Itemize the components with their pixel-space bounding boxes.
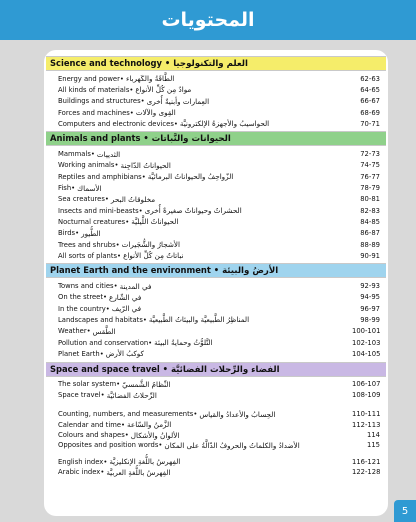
toc-entry-arabic: الأسماك xyxy=(77,183,102,193)
toc-entry-english: Forces and machines xyxy=(58,108,130,117)
toc-entry-english: Counting, numbers, and measurements xyxy=(58,410,194,419)
section-entries xyxy=(44,71,388,131)
bullet-separator: • xyxy=(86,327,91,336)
bullet-separator: • xyxy=(90,150,95,159)
toc-entry-arabic: في الرّيف xyxy=(111,304,142,314)
toc-entry-arabic: الألوانُ والأشكال xyxy=(130,430,180,440)
section-title-english: Space and space travel xyxy=(50,363,160,374)
toc-entry[interactable] xyxy=(58,430,380,440)
toc-entry-pages: 115 xyxy=(367,441,380,450)
section-header[interactable] xyxy=(46,362,386,377)
toc-entry-pages: 86-87 xyxy=(360,229,380,238)
bullet-separator: • xyxy=(100,468,105,477)
section-title-arabic: الفضاء والرِّحلات الفضائيَّة xyxy=(170,364,280,375)
toc-entry[interactable] xyxy=(58,118,380,129)
toc-entry-pages: 116-121 xyxy=(352,457,381,466)
bullet-separator: • xyxy=(103,457,108,466)
toc-entry-arabic: التَّلوُّثُ وحمايةُ البيئة xyxy=(154,338,213,348)
toc-entry-arabic: الطَّقس xyxy=(92,326,116,336)
toc-entry-arabic: الطُّيور xyxy=(81,228,101,238)
toc-entry-english: Buildings and structures xyxy=(58,97,141,106)
toc-entry-english: Sea creatures xyxy=(58,195,105,204)
toc-entry-arabic: الرِّحلاتُ الفضائيَّة xyxy=(106,390,157,400)
toc-entry-pages: 78-79 xyxy=(360,184,380,193)
bullet-separator: • xyxy=(138,206,143,215)
toc-entry-arabic: الفِهرسُ باللُّغةِ العربيَّة xyxy=(106,467,171,477)
toc-entry[interactable] xyxy=(58,326,380,337)
toc-entry[interactable] xyxy=(58,239,380,250)
bullet-separator: • xyxy=(148,338,153,347)
toc-entry[interactable] xyxy=(58,379,380,390)
toc-entry[interactable] xyxy=(58,171,380,182)
contents-card xyxy=(44,50,388,516)
bullet-separator: • xyxy=(124,431,129,440)
toc-entry-english: Working animals xyxy=(58,161,115,170)
toc-entry-pages: 82-83 xyxy=(360,206,380,215)
toc-entry[interactable] xyxy=(58,467,380,477)
section-title-left xyxy=(50,58,248,69)
section-title-english: Planet Earth and the environment xyxy=(50,265,211,276)
toc-entry[interactable] xyxy=(58,314,380,325)
toc-entry-arabic: الفِهرسُ باللُّغةِ الإنكليزيَّة xyxy=(109,457,181,467)
toc-entry-arabic: الحشراتُ وحيواناتٌ صغيرةٌ أُخرى xyxy=(144,206,242,216)
toc-entry[interactable] xyxy=(58,216,380,227)
toc-entry-pages: 88-89 xyxy=(360,240,380,249)
toc-entry-arabic: القِوى والآلات xyxy=(135,108,176,118)
toc-entry-arabic: مخلوقاتُ البحر xyxy=(110,194,156,204)
toc-entry-pages: 64-65 xyxy=(360,85,380,94)
toc-entry-pages: 106-107 xyxy=(352,380,381,389)
toc-entry-english: The solar system xyxy=(58,380,117,389)
contents-title-bar xyxy=(0,0,416,40)
toc-entry-arabic: في المدينة xyxy=(119,281,152,291)
toc-entry-arabic: الزَّمنُ والسّاعة xyxy=(127,420,172,430)
toc-entry[interactable] xyxy=(58,250,380,261)
toc-entry-pages: 68-69 xyxy=(360,108,380,117)
bullet-separator: • xyxy=(162,58,174,68)
bullet-separator: • xyxy=(129,85,134,94)
toc-entry[interactable] xyxy=(58,303,380,314)
section-title-left xyxy=(50,364,280,375)
bullet-separator: • xyxy=(193,410,198,419)
section-title-left xyxy=(50,265,278,276)
section-header[interactable] xyxy=(46,131,386,146)
toc-entry-pages: 94-95 xyxy=(360,293,380,302)
section-entries xyxy=(44,377,388,404)
toc-entry[interactable] xyxy=(58,457,380,467)
section-title-english: Science and technology xyxy=(50,58,162,68)
bullet-separator: • xyxy=(100,391,105,400)
bullet-separator: • xyxy=(116,380,121,389)
toc-entry-english: Towns and cities xyxy=(58,282,114,291)
toc-entry-english: Nocturnal creatures xyxy=(58,217,126,226)
toc-entry-pages: 70-71 xyxy=(360,119,380,128)
toc-entry-english: All sorts of plants xyxy=(58,251,118,260)
toc-entry-english: Space travel xyxy=(58,391,101,400)
misc-entries xyxy=(44,451,388,478)
section-header[interactable] xyxy=(46,263,386,278)
toc-entry-arabic: المناظِرُ الطَّبيعيَّة والبيئاتُ الطَّبيعيَّة xyxy=(148,315,250,325)
toc-entry-pages: 100-101 xyxy=(352,327,381,336)
bullet-separator: • xyxy=(142,315,147,324)
toc-entry-english: English index xyxy=(58,457,104,466)
section-title-arabic: الحيوانات والنَّباتات xyxy=(151,134,231,145)
toc-entry-arabic: في الشّارع xyxy=(109,292,142,302)
toc-entry-pages: 108-109 xyxy=(352,391,381,400)
bullet-separator: • xyxy=(125,217,130,226)
toc-entry[interactable] xyxy=(58,440,380,450)
toc-entry-arabic: النِّظامُ الشَّمسيّ xyxy=(122,379,171,389)
bullet-separator: • xyxy=(114,161,119,170)
toc-entry-arabic: العِمارات وأبنيةٌ أُخرى xyxy=(146,96,210,106)
bullet-separator: • xyxy=(103,293,108,302)
section-header[interactable] xyxy=(46,56,386,71)
toc-entry-english: Weather xyxy=(58,327,87,336)
toc-entry-english: Planet Earth xyxy=(58,349,100,358)
toc-entry[interactable] xyxy=(58,420,380,430)
toc-entry-english: Arabic index xyxy=(58,468,101,477)
toc-entry[interactable] xyxy=(58,194,380,205)
toc-entry-arabic: الحِسابُ والأعدادُ والقياس xyxy=(199,409,276,419)
bullet-separator: • xyxy=(105,304,110,313)
toc-entry-english: Landscapes and habitats xyxy=(58,315,143,324)
toc-entry-pages: 98-99 xyxy=(360,315,380,324)
toc-entry[interactable] xyxy=(58,96,380,107)
bullet-separator: • xyxy=(119,74,124,83)
toc-entry-pages: 84-85 xyxy=(360,217,380,226)
toc-entry[interactable] xyxy=(58,107,380,118)
toc-entry-arabic: الحيواناتُ الدّاجِنة xyxy=(120,160,171,170)
toc-entry-english: Trees and shrubs xyxy=(58,240,116,249)
toc-entry-english: On the street xyxy=(58,293,104,302)
bullet-separator: • xyxy=(115,240,120,249)
toc-entry-pages: 90-91 xyxy=(360,251,380,260)
toc-entry-english: Colours and shapes xyxy=(58,431,125,440)
toc-entry-english: Reptiles and amphibians xyxy=(58,172,142,181)
toc-entry-english: All kinds of materials xyxy=(58,85,130,94)
section-title-arabic: الأرضُ والبيئة xyxy=(222,266,279,277)
toc-entry-english: Insects and mini-beasts xyxy=(58,206,139,215)
section-title-english: Animals and plants xyxy=(50,133,141,144)
toc-entry-arabic: الزّواحِفُ والحيواناتُ البرمائيَّة xyxy=(147,172,234,182)
toc-entry-pages: 92-93 xyxy=(360,282,380,291)
bullet-separator: • xyxy=(140,97,145,106)
toc-entry-arabic: الحواسيبُ والأجهزةُ الإلكترونيَّة xyxy=(179,119,270,129)
toc-entry-arabic: موادٌ مِن كُلِّ الأنواع xyxy=(135,85,192,95)
toc-entry-pages: 114 xyxy=(367,431,380,440)
toc-entry[interactable] xyxy=(58,337,380,348)
toc-entry-pages: 74-75 xyxy=(360,161,380,170)
toc-entry-english: Pollution and conservation xyxy=(58,338,149,347)
toc-entry-pages: 122-128 xyxy=(352,468,381,477)
toc-entry-pages: 80-81 xyxy=(360,195,380,204)
toc-entry-english: Opposites and position words xyxy=(58,441,159,450)
toc-entry-pages: 76-77 xyxy=(360,172,380,181)
toc-entry-arabic: الثدييات xyxy=(96,149,121,159)
toc-entry-arabic: الأضدادُ والكلماتُ والحروفُ الدّالَّةُ على المكان xyxy=(164,440,300,450)
toc-entry-pages: 110-111 xyxy=(352,410,381,419)
bullet-separator: • xyxy=(173,119,178,128)
page-title: المحتويات xyxy=(161,9,255,31)
toc-entry[interactable] xyxy=(58,292,380,303)
toc-entry-english: Birds xyxy=(58,229,76,238)
section-entries xyxy=(44,278,388,361)
toc-entry-arabic: الحيواناتُ اللَّيليَّة xyxy=(131,217,179,227)
section-title-left xyxy=(50,133,231,144)
toc-entry-english: Calendar and time xyxy=(58,420,122,429)
toc-entry-pages: 104-105 xyxy=(352,349,381,358)
bullet-separator: • xyxy=(117,251,122,260)
toc-entry-arabic: كوكبُ الأرض xyxy=(105,349,144,359)
toc-entry-english: Computers and electronic devices xyxy=(58,119,174,128)
bullet-separator: • xyxy=(158,441,163,450)
toc-entry[interactable] xyxy=(58,280,380,291)
toc-entry[interactable] xyxy=(58,228,380,239)
toc-entry-english: Energy and power xyxy=(58,74,120,83)
toc-entry-english: Mammals xyxy=(58,150,91,159)
toc-entry-pages: 96-97 xyxy=(360,304,380,313)
bullet-separator: • xyxy=(210,265,223,276)
section-title-arabic: العلم والتكنولوجيا xyxy=(173,59,248,69)
page-number: 5 xyxy=(394,500,416,522)
bullet-separator: • xyxy=(140,133,152,144)
bullet-separator: • xyxy=(129,108,134,117)
bullet-separator: • xyxy=(104,195,109,204)
toc-entry[interactable] xyxy=(58,160,380,171)
toc-entry[interactable] xyxy=(58,348,380,359)
section-entries xyxy=(44,146,388,263)
toc-entry[interactable] xyxy=(58,409,380,419)
misc-entries xyxy=(44,403,388,451)
toc-entry[interactable] xyxy=(58,182,380,193)
toc-entry-english: In the country xyxy=(58,304,106,313)
toc-entry-pages: 62-63 xyxy=(360,74,380,83)
toc-entry-pages: 66-67 xyxy=(360,97,380,106)
toc-entry-pages: 102-103 xyxy=(352,338,381,347)
bullet-separator: • xyxy=(141,172,146,181)
bullet-separator: • xyxy=(113,282,118,291)
toc-entry-arabic: الأشجارُ والشُّجَيرات xyxy=(121,240,180,249)
toc-entry-arabic: الطَّاقَةُ والكَهرباء xyxy=(125,74,175,84)
bullet-separator: • xyxy=(159,363,171,374)
toc-entry[interactable] xyxy=(58,73,380,84)
toc-entry[interactable] xyxy=(58,84,380,95)
toc-entry[interactable] xyxy=(58,205,380,216)
bullet-separator: • xyxy=(121,420,126,429)
toc-entry-arabic: نباتاتٌ مِن كُلِّ الأنواع xyxy=(123,251,184,261)
bullet-separator: • xyxy=(75,229,80,238)
toc-entry[interactable] xyxy=(58,148,380,159)
toc-entry[interactable] xyxy=(58,390,380,401)
bullet-separator: • xyxy=(99,349,104,358)
toc-entry-pages: 72-73 xyxy=(360,150,380,159)
toc-entry-pages: 112-113 xyxy=(352,420,381,429)
toc-entry-english: Fish xyxy=(58,184,72,193)
bullet-separator: • xyxy=(71,184,76,193)
